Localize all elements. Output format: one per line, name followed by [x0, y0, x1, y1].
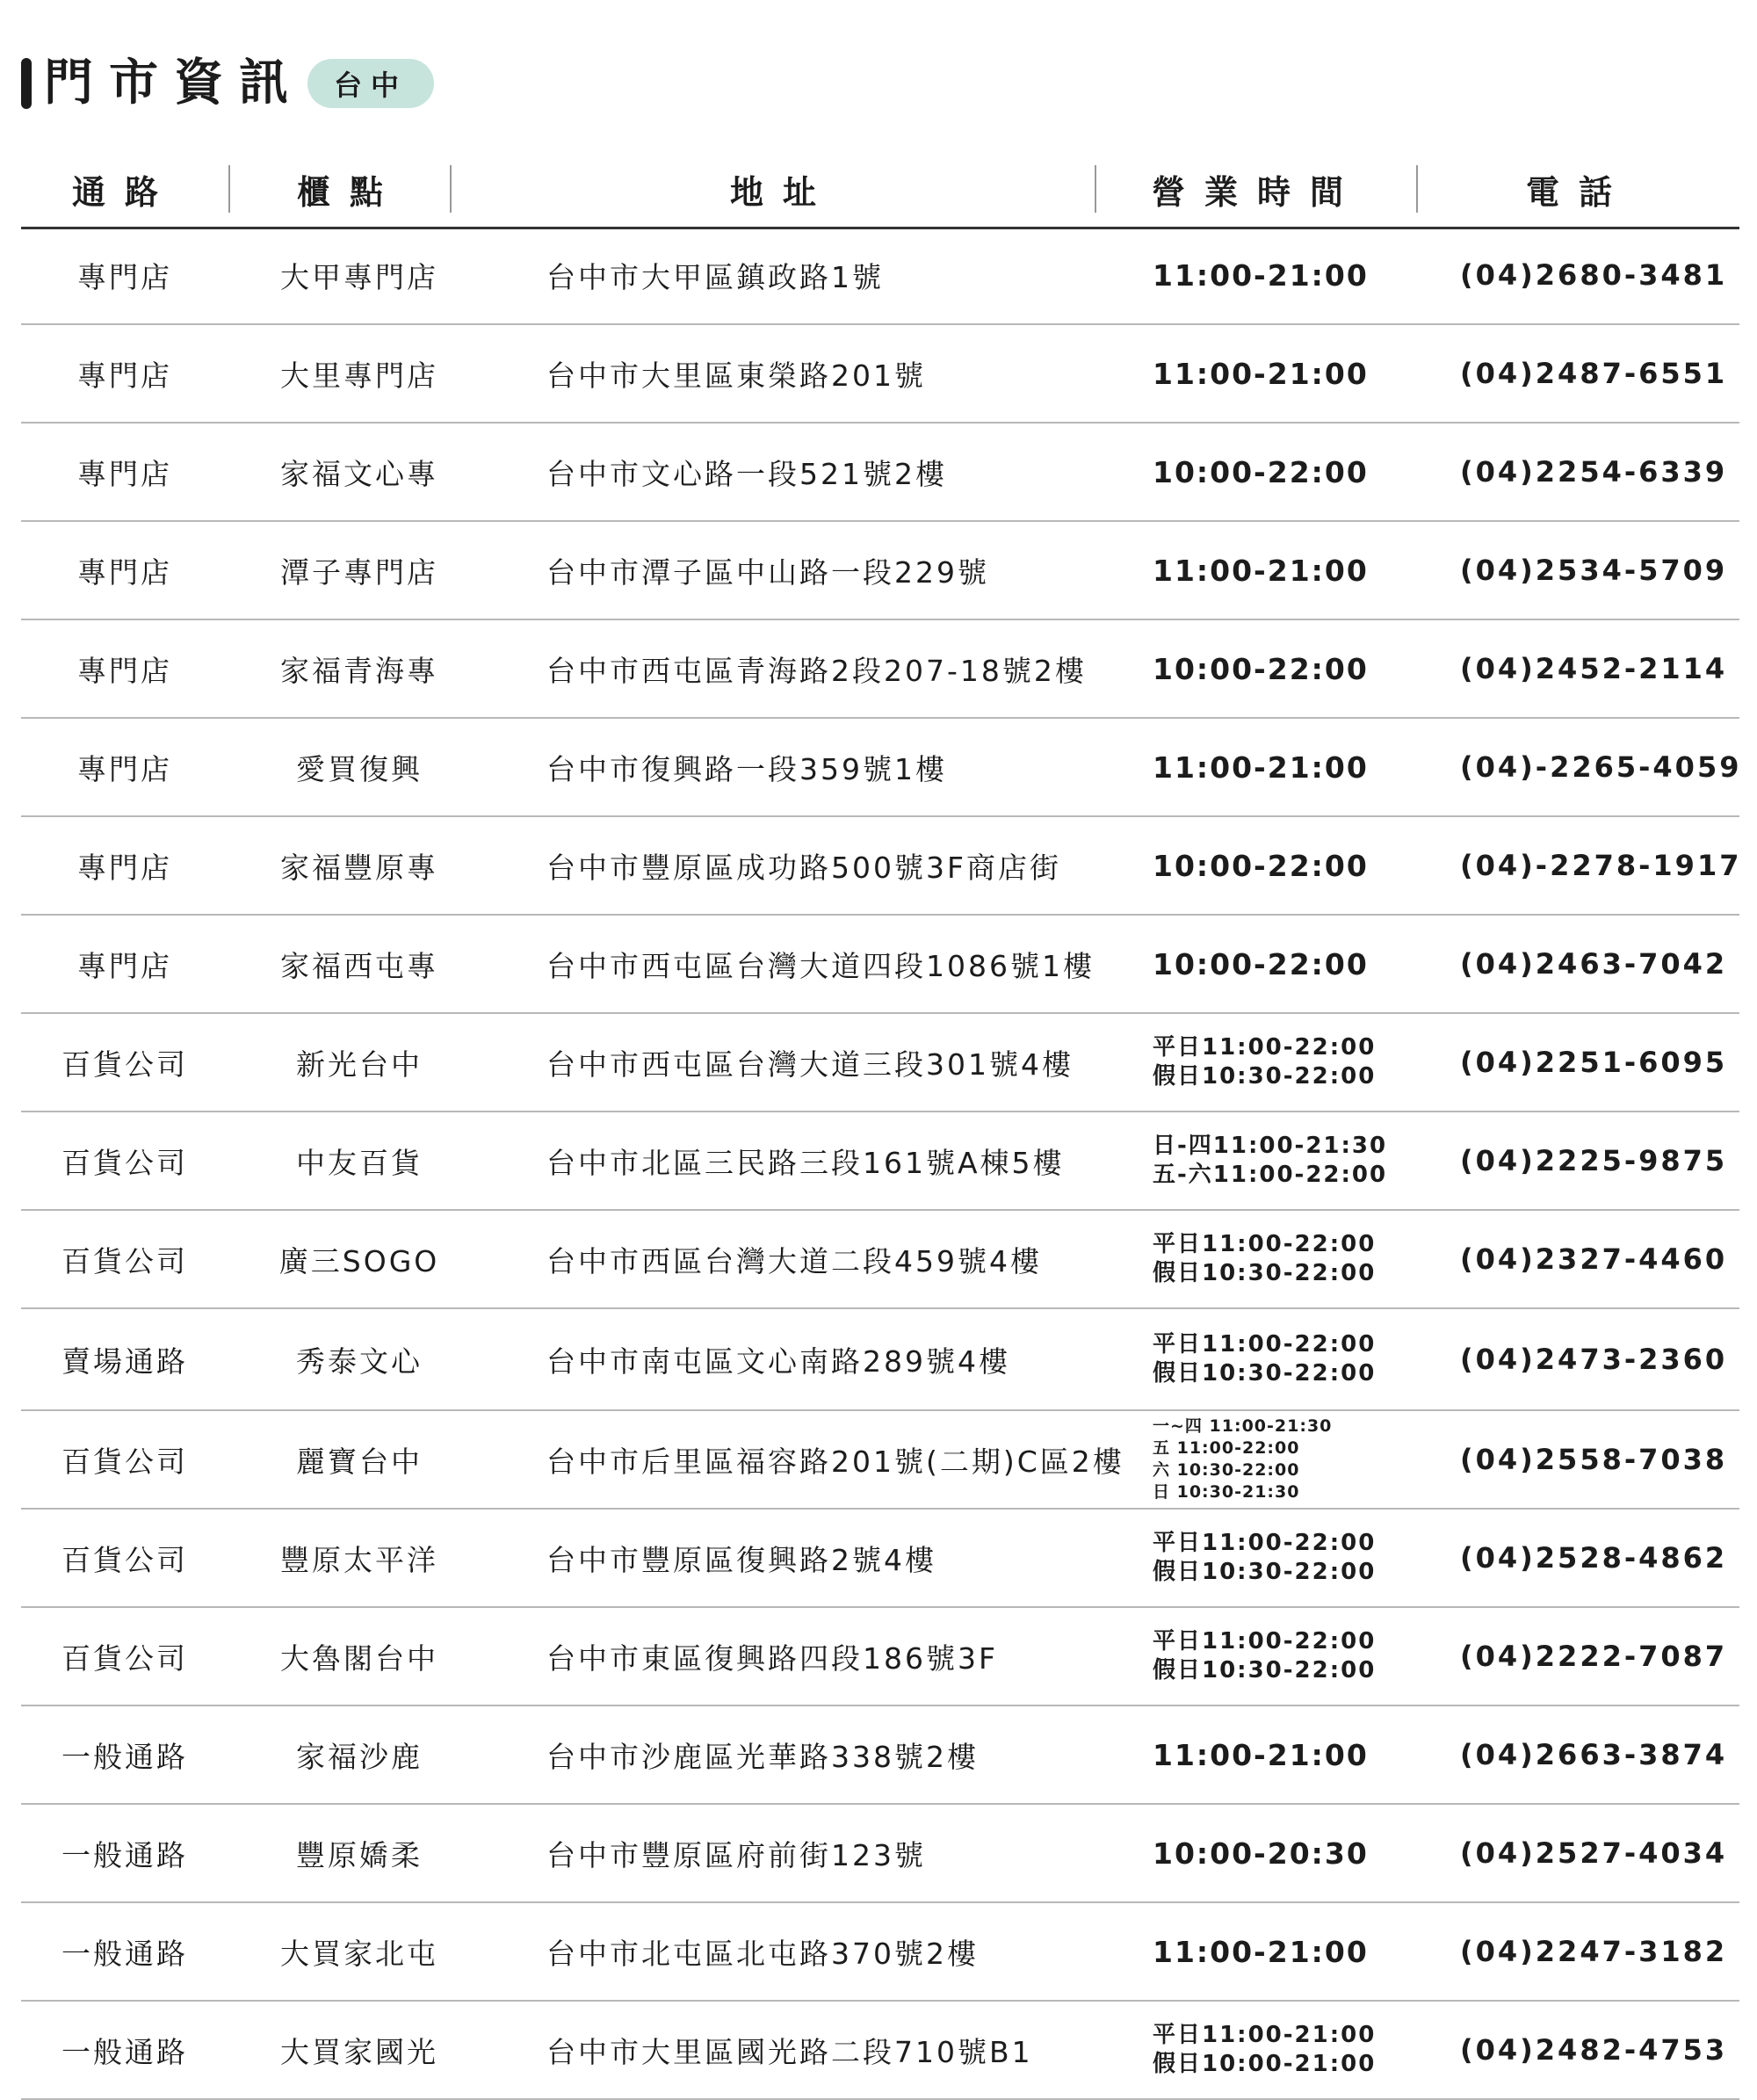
header-channel: 通路 [71, 172, 177, 212]
phone-cell: (04)2534-5709 [1460, 554, 1728, 587]
hours-line: 11:00-21:00 [1153, 1934, 1369, 1969]
channel-cell: 一般通路 [61, 2034, 188, 2069]
address-cell: 台中市北屯區北屯路370號2樓 [546, 1936, 979, 1971]
counter-cell: 大買家北屯 [280, 1936, 438, 1971]
channel-cell: 百貨公司 [61, 1046, 188, 1082]
hours-cell [1153, 1411, 1416, 1508]
counter-cell: 豐原嬌柔 [296, 1837, 423, 1872]
address-cell: 台中市東區復興路四段186號3F [546, 1640, 998, 1676]
hours-line: 假日10:00-21:00 [1153, 2051, 1377, 2077]
hours-line: 平日11:00-22:00 [1153, 1331, 1377, 1358]
hours-line: 11:00-21:00 [1153, 257, 1369, 293]
phone-cell: (04)2247-3182 [1460, 1935, 1728, 1968]
counter-cell: 大買家國光 [280, 2034, 438, 2069]
phone-cell: (04)2482-4753 [1460, 2033, 1728, 2067]
hours-cell [1153, 916, 1416, 1012]
channel-cell: 專門店 [77, 554, 172, 590]
hours-line: 五 11:00-22:00 [1153, 1438, 1300, 1458]
table-row [21, 1608, 1739, 1706]
counter-cell: 大甲專門店 [280, 259, 438, 294]
table-row [21, 1112, 1739, 1211]
phone-cell: (04)2487-6551 [1460, 357, 1728, 390]
address-cell: 台中市西屯區青海路2段207-18號2樓 [546, 653, 1087, 688]
address-cell: 台中市文心路一段521號2樓 [546, 456, 947, 491]
hours-cell [1153, 1309, 1416, 1409]
hours-cell [1153, 227, 1416, 323]
hours-line: 11:00-21:00 [1153, 1737, 1369, 1772]
channel-cell: 專門店 [77, 751, 172, 786]
channel-cell: 百貨公司 [61, 1145, 188, 1180]
hours-cell [1153, 1903, 1416, 2000]
counter-cell: 潭子專門店 [280, 554, 438, 590]
hours-line: 假日10:30-22:00 [1153, 1360, 1377, 1387]
counter-cell: 大里專門店 [280, 358, 438, 393]
address-cell: 台中市豐原區復興路2號4樓 [546, 1542, 936, 1577]
hours-line: 10:00-22:00 [1153, 454, 1369, 489]
counter-cell: 秀泰文心 [296, 1343, 423, 1379]
table-row [21, 1706, 1739, 1805]
table-row [21, 522, 1739, 620]
channel-cell: 一般通路 [61, 1739, 188, 1774]
table-row [21, 1805, 1739, 1903]
hours-line: 假日10:30-22:00 [1153, 1559, 1377, 1585]
channel-cell: 百貨公司 [61, 1640, 188, 1676]
phone-cell: (04)2251-6095 [1460, 1046, 1728, 1079]
header-phone: 電話 [1525, 172, 1631, 212]
hours-line: 假日10:30-22:00 [1153, 1260, 1377, 1286]
hours-cell [1153, 1014, 1416, 1111]
hours-line: 六 10:30-22:00 [1153, 1460, 1300, 1480]
hours-cell [1153, 719, 1416, 815]
counter-cell: 中友百貨 [296, 1145, 423, 1180]
hours-line: 平日11:00-22:00 [1153, 1231, 1377, 1257]
hours-line: 11:00-21:00 [1153, 356, 1369, 391]
counter-cell: 家福豐原專 [280, 850, 438, 885]
hours-line: 平日11:00-21:00 [1153, 2022, 1377, 2048]
table-row [21, 2002, 1739, 2100]
counter-cell: 家福文心專 [280, 456, 438, 491]
phone-cell: (04)2222-7087 [1460, 1640, 1728, 1673]
hours-line: 11:00-21:00 [1153, 749, 1369, 785]
phone-cell: (04)2327-4460 [1460, 1242, 1728, 1276]
hours-line: 平日11:00-22:00 [1153, 1628, 1377, 1655]
table-row [21, 227, 1739, 325]
hours-line: 平日11:00-22:00 [1153, 1530, 1377, 1556]
hours-cell [1153, 1805, 1416, 1901]
channel-cell: 一般通路 [61, 1837, 188, 1872]
phone-cell: (04)-2278-1917 [1460, 849, 1742, 882]
channel-cell: 專門店 [77, 850, 172, 885]
address-cell: 台中市西屯區台灣大道三段301號4樓 [546, 1046, 1074, 1082]
header-address: 地址 [729, 172, 835, 212]
phone-cell: (04)2528-4862 [1460, 1541, 1728, 1575]
counter-cell: 愛買復興 [296, 751, 423, 786]
counter-cell: 家福西屯專 [280, 948, 438, 983]
channel-cell: 專門店 [77, 948, 172, 983]
hours-line: 假日10:30-22:00 [1153, 1063, 1377, 1090]
channel-cell: 賣場通路 [61, 1343, 188, 1379]
title-accent-bar [21, 58, 32, 109]
phone-cell: (04)2680-3481 [1460, 258, 1728, 292]
counter-cell: 廣三SOGO [278, 1243, 440, 1278]
hours-line: 10:00-22:00 [1153, 651, 1369, 686]
address-cell: 台中市西屯區台灣大道四段1086號1樓 [546, 948, 1095, 983]
address-cell: 台中市大甲區鎮政路1號 [546, 259, 884, 294]
table-row [21, 1903, 1739, 2002]
channel-cell: 百貨公司 [61, 1542, 188, 1577]
table-row [21, 1014, 1739, 1112]
hours-line: 10:00-20:30 [1153, 1836, 1369, 1871]
hours-cell [1153, 1510, 1416, 1606]
hours-cell [1153, 817, 1416, 914]
address-cell: 台中市西區台灣大道二段459號4樓 [546, 1243, 1042, 1278]
hours-line: 假日10:30-22:00 [1153, 1657, 1377, 1684]
table-row [21, 424, 1739, 522]
hours-cell [1153, 1112, 1416, 1209]
table-row [21, 1211, 1739, 1309]
page-title: 門市資訊 [44, 54, 304, 112]
hours-line: 10:00-22:00 [1153, 848, 1369, 883]
hours-cell [1153, 424, 1416, 520]
hours-cell [1153, 325, 1416, 422]
channel-cell: 一般通路 [61, 1936, 188, 1971]
city-badge: 台中 [307, 59, 434, 108]
hours-line: 日 10:30-21:30 [1153, 1482, 1300, 1502]
table-row [21, 620, 1739, 719]
counter-cell: 大魯閣台中 [280, 1640, 438, 1676]
phone-cell: (04)2452-2114 [1460, 652, 1728, 685]
hours-line: 10:00-22:00 [1153, 946, 1369, 981]
phone-cell: (04)2473-2360 [1460, 1343, 1728, 1376]
hours-line: 日-四11:00-21:30 [1153, 1133, 1388, 1159]
address-cell: 台中市大里區東榮路201號 [546, 358, 926, 393]
table-row [21, 1411, 1739, 1510]
hours-cell [1153, 522, 1416, 619]
hours-cell [1153, 2002, 1416, 2098]
channel-cell: 百貨公司 [61, 1444, 188, 1479]
table-row [21, 325, 1739, 424]
store-table-body [21, 227, 1742, 2100]
phone-cell: (04)2254-6339 [1460, 455, 1728, 489]
hours-cell [1153, 620, 1416, 717]
phone-cell: (04)2527-4034 [1460, 1836, 1728, 1870]
address-cell: 台中市北區三民路三段161號A棟5樓 [546, 1145, 1065, 1180]
counter-cell: 家福沙鹿 [296, 1739, 423, 1774]
header-counter: 櫃點 [296, 172, 402, 212]
channel-cell: 專門店 [77, 259, 172, 294]
header-hours: 營業時間 [1151, 172, 1363, 212]
table-row [21, 1309, 1739, 1411]
address-cell: 台中市豐原區府前街123號 [546, 1837, 926, 1872]
phone-cell: (04)2558-7038 [1460, 1443, 1728, 1476]
counter-cell: 豐原太平洋 [280, 1542, 438, 1577]
table-row [21, 817, 1742, 916]
table-row [21, 1510, 1739, 1608]
hours-cell [1153, 1706, 1416, 1803]
address-cell: 台中市沙鹿區光華路338號2樓 [546, 1739, 979, 1774]
address-cell: 台中市豐原區成功路500號3F商店街 [546, 850, 1061, 885]
address-cell: 台中市大里區國光路二段710號B1 [546, 2034, 1033, 2069]
address-cell: 台中市南屯區文心南路289號4樓 [546, 1343, 1010, 1379]
counter-cell: 新光台中 [296, 1046, 423, 1082]
phone-cell: (04)2663-3874 [1460, 1738, 1728, 1771]
address-cell: 台中市后里區福容路201號(二期)C區2樓 [546, 1444, 1124, 1479]
channel-cell: 專門店 [77, 653, 172, 688]
counter-cell: 麗寶台中 [296, 1444, 423, 1479]
channel-cell: 百貨公司 [61, 1243, 188, 1278]
address-cell: 台中市復興路一段359號1樓 [546, 751, 947, 786]
hours-line: 一~四 11:00-21:30 [1153, 1416, 1333, 1436]
table-row [21, 719, 1742, 817]
address-cell: 台中市潭子區中山路一段229號 [546, 554, 989, 590]
table-row [21, 916, 1739, 1014]
table-header [21, 158, 1739, 229]
hours-cell [1153, 1211, 1416, 1307]
page-title-row [21, 53, 434, 114]
phone-cell: (04)2463-7042 [1460, 947, 1728, 981]
channel-cell: 專門店 [77, 456, 172, 491]
hours-cell [1153, 1608, 1416, 1705]
hours-line: 五-六11:00-22:00 [1153, 1162, 1388, 1188]
counter-cell: 家福青海專 [280, 653, 438, 688]
hours-line: 11:00-21:00 [1153, 553, 1369, 588]
phone-cell: (04)2225-9875 [1460, 1144, 1728, 1177]
channel-cell: 專門店 [77, 358, 172, 393]
phone-cell: (04)-2265-4059 [1460, 750, 1742, 784]
hours-line: 平日11:00-22:00 [1153, 1034, 1377, 1061]
